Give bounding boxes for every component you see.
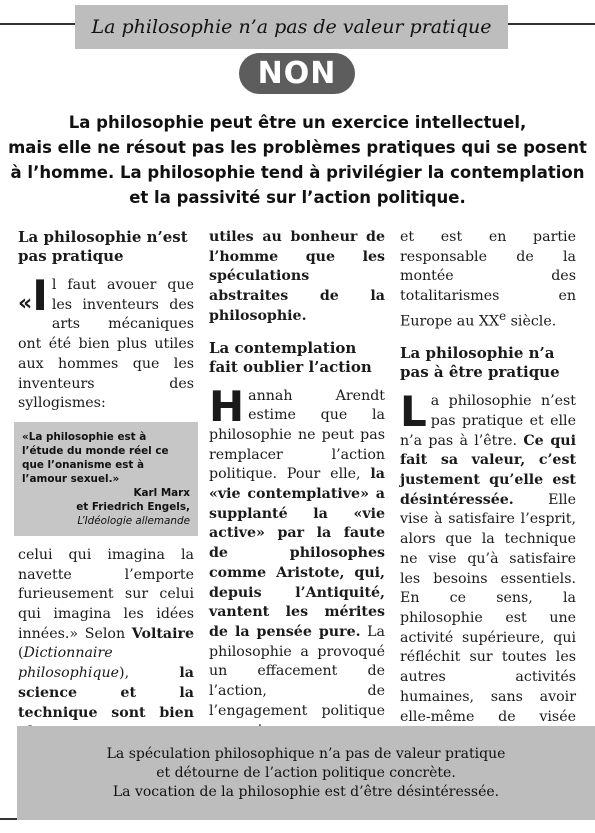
intro-line: à l’homme. La philosophie tend à privilégier la contemplation: [10, 163, 585, 182]
paragraph: Hannah Arendt estime que la philosophie ne peut pas remplacer l’action politique. Pour elle, la «vie contemplative» a supplanté la «vie active» par la faute de philosophes comme Aristote, qui, depuis l’Antiquité, vantent les mérites de la pensée pure. La philosophie a provoqué un effacement de l’action, de l’engagement politique: [209, 381, 386, 719]
dropcap: H: [209, 381, 245, 431]
summary-line: La spéculation philosophique n’a pas de valeur pratique: [106, 745, 506, 762]
summary-line: La vocation de la philosophie est d’être désintéressée.: [112, 783, 500, 800]
quote-author: Karl Marx: [133, 486, 190, 499]
quote-author: et Friedrich Engels,: [76, 500, 190, 513]
emphasis: Ce qui fait sa valeur, c’est justement qu’elle est désintéressée.: [400, 432, 576, 508]
intro-line: et la passivité sur l’action politique.: [129, 188, 466, 207]
page-title: La philosophie n’a pas de valeur pratique: [75, 5, 508, 49]
book-title: Dictionnaire philosophique: [18, 645, 120, 682]
section-heading: La philosophie n’est pas pratique: [18, 228, 188, 265]
author-name: Voltaire: [131, 625, 194, 642]
summary-box: [17, 726, 595, 820]
header-rule-right: [508, 23, 595, 25]
column-1: [18, 228, 194, 743]
quote-box: [14, 422, 198, 536]
header-rule-left: [0, 23, 75, 25]
paragraph: et est en partie responsable de la montée des totalitarismes en Europe au XXe siècle.: [400, 229, 576, 330]
summary-line: et détourne de l’action politique concrète.: [156, 764, 456, 781]
footer-rule: [0, 818, 17, 820]
paragraph: utiles au bonheur de l’homme que les spéculations abstraites de la philosophie.: [209, 229, 385, 324]
emphasis: la science et la technique sont bien: [18, 665, 194, 721]
quote-book: L’Idéologie allemande: [77, 514, 190, 527]
column-3: [400, 228, 576, 747]
dropcap: «I: [18, 271, 48, 320]
non-badge: NON: [239, 53, 355, 94]
section-heading: La contemplation fait oublier l’action: [209, 338, 372, 376]
paragraph: La philosophie n’est pas pratique et elle n’a pas à l’être. Ce qui fait sa valeur, c’est justement qu’elle est désintéressée. Elle vise à satisfaire l’esprit, alors que la technique ne vise qu’à satisfaire les besoins essentiels. En ce sens, la philosophie est une activité supérieure, qui réfléchit sur toutes les autres activités humaines, sans avoir elle-même de visée: [400, 387, 576, 725]
column-2: [209, 228, 385, 741]
intro-line: La philosophie peut être un exercice intellectuel,: [68, 113, 527, 132]
dropcap: L: [400, 387, 427, 437]
paragraph: celui qui imagina la navette l’emporte furieusement sur celui qui imagina les idées innées.» Selon Voltaire (Dictionnaire philosophique), la science et la technique sont bien: [18, 546, 194, 743]
intro-line: mais elle ne résout pas les problèmes pratiques qui se posent: [8, 138, 587, 157]
section-heading: La philosophie n’a pas à être pratique: [400, 344, 560, 382]
quote-text: «La philosophie est à l’étude du monde réel ce que l’onanisme est à l’amour sexuel.»: [22, 430, 169, 485]
paragraph-text: l faut avouer que les inventeurs des arts mécaniques ont été bien plus utiles aux hommes que les inventeurs des syllogismes:: [18, 277, 194, 412]
paragraph: [18, 271, 194, 414]
intro-text: [0, 110, 595, 210]
emphasis: la «vie contemplative» a supplanté la «vie active» par la faute de philosophes comme Aristote, qui, depuis l’Antiquité, vantent les mérites de la pensée pure.: [209, 466, 385, 640]
